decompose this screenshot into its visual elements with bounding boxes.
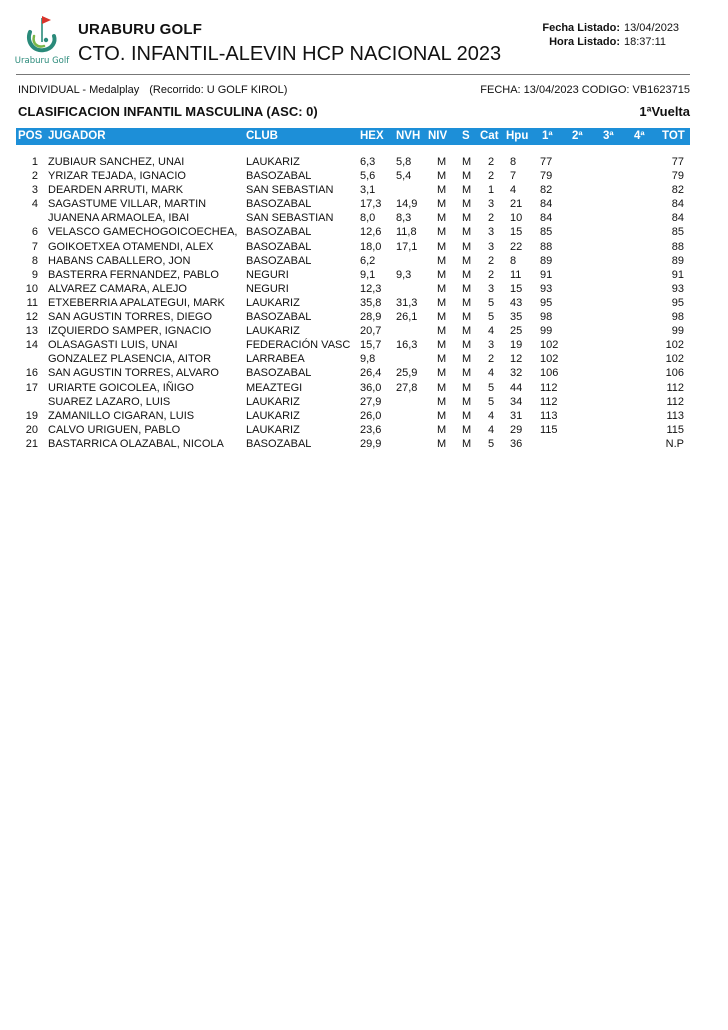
- section-title: CLASIFICACION INFANTIL MASCULINA (ASC: 0): [18, 104, 318, 119]
- player-name: GONZALEZ PLASENCIA, AITOR: [48, 353, 212, 366]
- hex: 26,0: [360, 409, 382, 422]
- col-round-1: 1ª: [542, 130, 553, 142]
- player-name: OLASAGASTI LUIS, UNAI: [48, 339, 178, 352]
- niv: M: [437, 339, 447, 352]
- hex: 17,3: [360, 198, 382, 211]
- category: 2: [488, 212, 495, 225]
- hpu: 11: [510, 268, 522, 281]
- player-name: IZQUIERDO SAMPER, IGNACIO: [48, 325, 212, 338]
- nvh: 25,9: [396, 367, 418, 380]
- total: 82: [671, 184, 684, 197]
- pos: 1: [31, 156, 38, 168]
- hora-listado-label: Hora Listado:: [549, 36, 620, 48]
- category: 2: [488, 170, 495, 183]
- table-row: [16, 338, 690, 352]
- round-1-score: 98: [540, 311, 553, 324]
- sex: M: [462, 325, 472, 338]
- niv: M: [437, 437, 447, 450]
- sex: M: [462, 395, 472, 408]
- header-divider: [16, 74, 690, 75]
- hpu: 29: [510, 423, 523, 436]
- round-1-score: 112: [540, 381, 558, 394]
- round-1-score: 102: [540, 339, 559, 352]
- sex: M: [462, 198, 472, 211]
- niv: M: [437, 381, 447, 394]
- category: 5: [488, 381, 495, 394]
- club: SAN SEBASTIAN: [246, 184, 334, 197]
- hpu: 36: [510, 437, 523, 450]
- club: BASOZABAL: [246, 311, 312, 324]
- total: 79: [671, 170, 684, 183]
- hpu: 21: [510, 198, 523, 211]
- player-name: CALVO URIGUEN, PABLO: [48, 423, 181, 436]
- hpu: 34: [510, 395, 523, 408]
- category: 3: [488, 282, 495, 295]
- table-row: [16, 183, 690, 197]
- sex: M: [462, 353, 472, 366]
- logo-text: Uraburu Golf: [14, 56, 70, 66]
- nvh: 31,3: [396, 296, 418, 309]
- player-name: SAN AGUSTIN TORRES, DIEGO: [48, 311, 213, 324]
- table-row: [16, 225, 690, 239]
- round-1-score: 115: [540, 423, 558, 436]
- hpu: 19: [510, 339, 523, 352]
- nvh: 5,4: [396, 170, 412, 183]
- golf-flag-logo-icon: [22, 14, 62, 56]
- hpu: 35: [510, 311, 523, 324]
- pos: 19: [25, 409, 38, 422]
- total: 85: [671, 226, 684, 239]
- niv: M: [437, 212, 447, 225]
- round-1-score: 91: [540, 268, 553, 281]
- table-row: [16, 155, 690, 169]
- sex: M: [462, 409, 472, 422]
- col-club: CLUB: [246, 130, 278, 142]
- niv: M: [437, 226, 447, 239]
- hex: 36,0: [360, 381, 382, 394]
- round-1-score: 84: [540, 212, 553, 225]
- table-row: [16, 240, 690, 254]
- course: (Recorrido: U GOLF KIROL): [149, 84, 288, 96]
- player-name: SAN AGUSTIN TORRES, ALVARO: [48, 367, 219, 380]
- hpu: 8: [510, 156, 517, 168]
- category: 2: [488, 156, 495, 168]
- category: 2: [488, 268, 495, 281]
- table-row: [16, 254, 690, 268]
- pos: 13: [25, 325, 38, 338]
- round-1-score: 102: [540, 353, 559, 366]
- pos: 8: [31, 254, 38, 267]
- club: BASOZABAL: [246, 226, 312, 239]
- col-round-3: 3ª: [603, 130, 614, 142]
- table-row: [16, 437, 690, 451]
- sex: M: [462, 156, 472, 168]
- table-row: [16, 211, 690, 225]
- hpu: 22: [510, 240, 523, 253]
- pos: 12: [25, 311, 38, 324]
- niv: M: [437, 268, 447, 281]
- player-name: JUANENA ARMAOLEA, IBAI: [48, 212, 190, 225]
- club: BASOZABAL: [246, 254, 312, 267]
- hpu: 8: [510, 254, 517, 267]
- niv: M: [437, 184, 447, 197]
- sex: M: [462, 212, 472, 225]
- round-1-score: 93: [540, 282, 553, 295]
- category: 5: [488, 311, 495, 324]
- col-tot: TOT: [662, 130, 685, 142]
- hpu: 32: [510, 367, 523, 380]
- table-row: [16, 381, 690, 395]
- category: 3: [488, 240, 495, 253]
- hex: 5,6: [360, 170, 376, 183]
- player-name: HABANS CABALLERO, JON: [48, 254, 191, 267]
- category: 4: [488, 367, 495, 380]
- nvh: 14,9: [396, 198, 418, 211]
- hex: 6,3: [360, 156, 376, 168]
- round-1-score: 85: [540, 226, 553, 239]
- hpu: 15: [510, 226, 523, 239]
- event-title: CTO. INFANTIL-ALEVIN HCP NACIONAL 2023: [78, 43, 502, 65]
- round-1-score: 88: [540, 240, 553, 253]
- col-nvh: NVH: [396, 130, 421, 142]
- player-name: SAGASTUME VILLAR, MARTIN: [48, 198, 207, 211]
- niv: M: [437, 156, 447, 168]
- round-1-score: 79: [540, 170, 553, 183]
- niv: M: [437, 325, 447, 338]
- niv: M: [437, 240, 447, 253]
- sex: M: [462, 311, 472, 324]
- club: NEGURI: [246, 282, 289, 295]
- sex: M: [462, 254, 472, 267]
- table-row: [16, 197, 690, 211]
- table-row: [16, 282, 690, 296]
- pos: 7: [31, 240, 38, 253]
- listing-meta-values: [624, 21, 679, 49]
- player-name: GOIKOETXEA OTAMENDI, ALEX: [48, 240, 214, 253]
- hpu: 44: [510, 381, 523, 394]
- hex: 6,2: [360, 254, 376, 267]
- round-1-score: 82: [540, 184, 553, 197]
- sex: M: [462, 423, 472, 436]
- sex: M: [462, 170, 472, 183]
- round-1-score: 99: [540, 325, 553, 338]
- col-jugador: JUGADOR: [48, 130, 106, 142]
- hpu: 12: [510, 353, 523, 366]
- category: 1: [488, 184, 495, 197]
- category: 5: [488, 296, 495, 309]
- nvh: 5,8: [396, 156, 412, 168]
- hex: 12,3: [360, 282, 382, 295]
- category: 5: [488, 395, 495, 408]
- category: 4: [488, 325, 495, 338]
- player-name: ZAMANILLO CIGARAN, LUIS: [48, 409, 195, 422]
- total: N.P: [665, 437, 684, 450]
- pos: 16: [25, 367, 38, 380]
- sex: M: [462, 437, 472, 450]
- pos: 20: [25, 423, 38, 436]
- hex: 29,9: [360, 437, 382, 450]
- table-row: [16, 324, 690, 338]
- player-name: ZUBIAUR SANCHEZ, UNAI: [48, 156, 185, 168]
- club: BASOZABAL: [246, 198, 312, 211]
- sex: M: [462, 381, 472, 394]
- category: 3: [488, 198, 495, 211]
- club-logo: [12, 14, 68, 72]
- table-row: [16, 310, 690, 324]
- sex: M: [462, 240, 472, 253]
- sex: M: [462, 268, 472, 281]
- niv: M: [437, 409, 447, 422]
- club: BASOZABAL: [246, 437, 312, 450]
- hpu: 31: [510, 409, 523, 422]
- hex: 3,1: [360, 184, 376, 197]
- category: 3: [488, 339, 495, 352]
- nvh: 9,3: [396, 268, 412, 281]
- total: 89: [671, 254, 684, 267]
- sex: M: [462, 339, 472, 352]
- hex: 27,9: [360, 395, 382, 408]
- hex: 12,6: [360, 226, 382, 239]
- nvh: 26,1: [396, 311, 418, 324]
- col-round-2: 2ª: [572, 130, 583, 142]
- modality: INDIVIDUAL - Medalplay: [18, 84, 140, 96]
- club: MEAZTEGI: [246, 381, 303, 394]
- total: 99: [671, 325, 684, 338]
- pos: 10: [25, 282, 38, 295]
- niv: M: [437, 423, 447, 436]
- total: 113: [666, 409, 684, 422]
- category: 5: [488, 437, 495, 450]
- niv: M: [437, 296, 447, 309]
- table-row: [16, 423, 690, 437]
- club: BASOZABAL: [246, 240, 312, 253]
- col-cat: Cat: [480, 130, 499, 142]
- hpu: 10: [510, 212, 523, 225]
- nvh: 11,8: [396, 226, 417, 239]
- table-row: [16, 352, 690, 366]
- col-s: S: [462, 130, 470, 142]
- hex: 23,6: [360, 423, 382, 436]
- niv: M: [437, 395, 447, 408]
- hpu: 4: [510, 184, 517, 197]
- round-1-score: 106: [540, 367, 559, 380]
- table-row: [16, 395, 690, 409]
- hex: 9,8: [360, 353, 376, 366]
- pos: 3: [31, 184, 38, 197]
- hpu: 7: [510, 170, 517, 183]
- total: 84: [671, 198, 684, 211]
- club: LAUKARIZ: [246, 395, 300, 408]
- table-row: [16, 409, 690, 423]
- pos: 14: [25, 339, 38, 352]
- player-name: BASTARRICA OLAZABAL, NICOLA: [48, 437, 224, 450]
- niv: M: [437, 198, 447, 211]
- club: NEGURI: [246, 268, 289, 281]
- hex: 8,0: [360, 212, 376, 225]
- niv: M: [437, 353, 447, 366]
- hex: 26,4: [360, 367, 382, 380]
- nvh: 17,1: [396, 240, 418, 253]
- club: LAUKARIZ: [246, 296, 300, 309]
- total: 115: [666, 423, 684, 436]
- competition-info: [18, 84, 287, 96]
- listing-meta-labels: [512, 21, 620, 49]
- club: LAUKARIZ: [246, 423, 300, 436]
- player-name: BASTERRA FERNANDEZ, PABLO: [48, 268, 219, 281]
- table-row: [16, 296, 690, 310]
- club: BASOZABAL: [246, 367, 312, 380]
- club: BASOZABAL: [246, 170, 312, 183]
- table-header: [16, 128, 690, 145]
- total: 112: [666, 381, 684, 394]
- niv: M: [437, 254, 447, 267]
- nvh: 8,3: [396, 212, 412, 225]
- total: 77: [671, 156, 684, 168]
- col-hpu: Hpu: [506, 130, 529, 142]
- round-1-score: 113: [540, 409, 558, 422]
- col-round-4: 4ª: [634, 130, 645, 142]
- sex: M: [462, 184, 472, 197]
- round-1-score: 95: [540, 296, 553, 309]
- player-name: ETXEBERRIA APALATEGUI, MARK: [48, 296, 225, 309]
- club-name: URABURU GOLF: [78, 21, 203, 38]
- sex: M: [462, 282, 472, 295]
- hpu: 15: [510, 282, 523, 295]
- total: 88: [671, 240, 684, 253]
- fecha-listado-value: 13/04/2023: [624, 22, 680, 34]
- club: SAN SEBASTIAN: [246, 212, 334, 225]
- hex: 28,9: [360, 311, 382, 324]
- date-code: FECHA: 13/04/2023 CODIGO: VB1623715: [480, 84, 690, 96]
- category: 4: [488, 423, 495, 436]
- total: 84: [671, 212, 684, 225]
- fecha-listado-label: Fecha Listado:: [542, 22, 620, 34]
- club: LARRABEA: [246, 353, 305, 366]
- sex: M: [462, 226, 472, 239]
- category: 3: [488, 226, 495, 239]
- col-pos: POS: [18, 130, 43, 142]
- total: 106: [665, 367, 684, 380]
- total: 112: [666, 395, 684, 408]
- club: LAUKARIZ: [246, 156, 300, 168]
- player-name: VELASCO GAMECHOGOICOECHEA,: [48, 226, 238, 239]
- player-name: SUAREZ LAZARO, LUIS: [48, 395, 171, 408]
- total: 98: [671, 311, 684, 324]
- pos: 11: [26, 296, 38, 309]
- hex: 35,8: [360, 296, 382, 309]
- sex: M: [462, 367, 472, 380]
- category: 2: [488, 254, 495, 267]
- table-row: [16, 169, 690, 183]
- niv: M: [437, 311, 447, 324]
- results-table: [16, 155, 690, 451]
- round-1-score: 77: [540, 156, 553, 168]
- player-name: YRIZAR TEJADA, IGNACIO: [48, 170, 186, 183]
- total: 93: [671, 282, 684, 295]
- col-hex: HEX: [360, 130, 384, 142]
- player-name: ALVAREZ CAMARA, ALEJO: [48, 282, 187, 295]
- round-1-score: 84: [540, 198, 553, 211]
- table-row: [16, 366, 690, 380]
- niv: M: [437, 170, 447, 183]
- niv: M: [437, 282, 447, 295]
- pos: 21: [25, 437, 38, 450]
- hex: 18,0: [360, 240, 382, 253]
- category: 4: [488, 409, 495, 422]
- pos: 2: [31, 170, 38, 183]
- pos: 6: [31, 226, 38, 239]
- sex: M: [462, 296, 472, 309]
- hex: 15,7: [360, 339, 382, 352]
- pos: 4: [31, 198, 38, 211]
- nvh: 16,3: [396, 339, 418, 352]
- total: 102: [665, 353, 684, 366]
- hex: 20,7: [360, 325, 382, 338]
- player-name: DEARDEN ARRUTI, MARK: [48, 184, 184, 197]
- niv: M: [437, 367, 447, 380]
- player-name: URIARTE GOICOLEA, IÑIGO: [48, 381, 194, 394]
- category: 2: [488, 353, 495, 366]
- club: FEDERACIÓN VASC: [246, 339, 351, 352]
- col-niv: NIV: [428, 130, 448, 142]
- nvh: 27,8: [396, 381, 418, 394]
- hora-listado-value: 18:37:11: [624, 36, 667, 48]
- round-1-score: 89: [540, 254, 553, 267]
- pos: 17: [25, 381, 38, 394]
- club: LAUKARIZ: [246, 325, 300, 338]
- total: 102: [665, 339, 684, 352]
- pos: 9: [31, 268, 38, 281]
- round-label: 1ªVuelta: [639, 104, 690, 119]
- club: LAUKARIZ: [246, 409, 300, 422]
- total: 95: [671, 296, 684, 309]
- hpu: 25: [510, 325, 523, 338]
- table-row: [16, 268, 690, 282]
- hpu: 43: [510, 296, 523, 309]
- round-1-score: 112: [540, 395, 558, 408]
- hex: 9,1: [360, 268, 376, 281]
- total: 91: [671, 268, 684, 281]
